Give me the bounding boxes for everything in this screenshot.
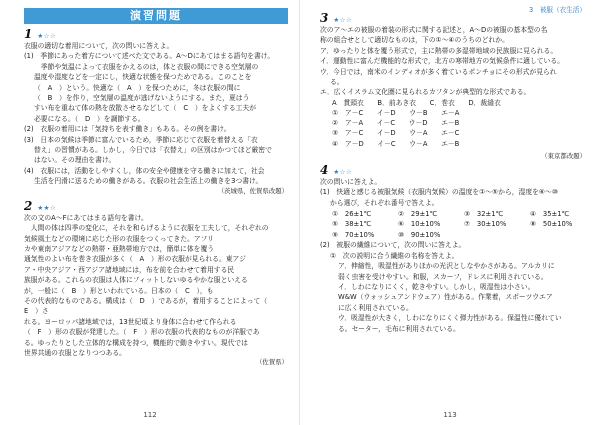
text-line: から選び，それぞれ番号で答えよ。 — [330, 198, 439, 207]
answer-option: ③ ア－C イ－D ウ－A エ－C — [332, 129, 460, 138]
question-number: 2 — [24, 198, 33, 213]
text-line: （ F ）形の衣服が発達した。（ F ）形の衣服の代表的なものが洋服であ — [24, 328, 260, 337]
page-title: 演習問題 — [24, 8, 288, 24]
text-line: れる。ヨーロッパ諸地域では，13世紀頃より身体に合わせて作られる — [24, 317, 237, 326]
question-2-header — [24, 199, 288, 213]
question-number: 3 — [320, 11, 329, 25]
text-line: (1) 快適と感じる被服気候（衣服内気候）の温度を①～⑤から，湿度を⑥～⑩ — [320, 188, 558, 197]
text-line: 必要になる。（ D ）を調節する。 — [34, 114, 145, 123]
text-line: ウ．今日では，南米のインディオが多く着ているポンチョにその形式が見られ — [320, 67, 557, 76]
text-line: (2) 衣服の着用には「気持ちを表す働き」もある。その例を書け。 — [24, 125, 231, 134]
page-number: 113 — [443, 411, 457, 419]
text-line: その代表的なものである。構成は（ D ）であるが，着用することによって（ E ）さ — [24, 296, 274, 316]
question-4-body — [320, 177, 586, 334]
text-line: に広く利用されている。 — [338, 303, 413, 312]
text-line: （ B ）を作り，空気層の温度が逃げないようにする。また，夏はう — [34, 94, 250, 103]
text-line: 弱く虫害を受けやすい。和服，スカーフ，ドレスに利用されている。 — [338, 272, 548, 281]
text-line: ア．伸縮性，吸湿性がありほかの光沢としなやかさがある。アルカリに — [338, 262, 555, 271]
text-line: 次の問いに答えよ。 — [320, 177, 382, 186]
question-3-body — [320, 25, 586, 160]
text-line: W&W（ウォッシュアンドウェア）性がある。作業着，スポーツウエア — [338, 293, 553, 302]
legend-line: A 貫頭衣 B．前あき衣 C．巻衣 D．裁縫衣 — [332, 98, 501, 107]
text-line: ウ．吸湿性が大きく，しわになりにくく弾力性がある。保温性に優れてい — [338, 314, 562, 323]
question-1-body — [24, 41, 288, 196]
difficulty-stars: ★☆☆ — [37, 32, 57, 40]
text-line: 生活を円滑に送るための働きがある。衣服の社会生活上の働きを3つ書け。 — [34, 177, 263, 186]
right-page — [300, 0, 600, 425]
text-line: 世界共通の衣服となりつつある。 — [24, 348, 126, 357]
source-citation: （茨城県，佐賀県改題） — [217, 186, 288, 195]
difficulty-stars: ★☆☆ — [333, 16, 353, 24]
text-line: カや東南アジアなどの熱帯・亜熱帯地方では，簡単に体を覆う — [24, 244, 215, 253]
choice-item: ⑤ 38±1℃ — [332, 220, 372, 229]
answer-option: ④ ア－D イ－C ウ－A エ－B — [332, 139, 460, 148]
choice-item: ⑧ 50±10% — [530, 220, 573, 229]
answer-options — [320, 108, 586, 149]
choice-item: ① 26±1℃ — [332, 210, 372, 219]
question-number: 1 — [24, 27, 33, 41]
temperature-humidity-options — [320, 209, 586, 240]
question-number: 4 — [320, 162, 329, 177]
text-line: 次の文のA～Fにあてはまる語句を書け。 — [24, 213, 148, 222]
text-line: エ．広くイスラム文化圏に見られるカフタンが典型的な形式である。 — [320, 88, 531, 97]
text-line: (1) 季節にあった着方について述べた文である。A～Dにあてはまる語句を書け。 — [24, 52, 275, 61]
choice-item: ⑦ 30±10% — [464, 220, 507, 229]
text-line: が，一般に（ B ）形といわれている。日本の（ C ），も — [24, 286, 214, 295]
difficulty-stars: ★★☆ — [37, 203, 57, 212]
text-line: 温度や湿度などを一定にし，快適な状態を保つためである。このことを — [34, 73, 252, 82]
choice-item: ⑨ 70±10% — [332, 230, 375, 239]
text-line: (3) 日本の気候は季節に富んでいるため，季節に応じて衣服を着替える「衣 — [24, 135, 258, 144]
source-citation: （東京都改題） — [541, 151, 586, 160]
answer-legend — [320, 98, 586, 108]
source-citation: （佐賀県） — [256, 358, 288, 367]
text-line: イ．運動性に富んだ機能的な形式で，北方の寒帯地方の気候条件に適している。 — [320, 57, 564, 66]
text-line: ア．ゆったりと体を覆う形式で，主に熱帯の多湿帯地域の民族服に見られる。 — [320, 46, 558, 55]
text-line: る。 — [330, 78, 344, 87]
text-line: 替え」の習慣がある。しかし，今日では「衣替え」の区別はかつてほど厳密で — [34, 146, 272, 155]
text-line: （ A ）という。快適な（ A ）を保つために，冬は衣服の間に — [34, 83, 241, 92]
choice-item: ② 29±1℃ — [398, 210, 438, 219]
answer-option: ① ア－C イ－D ウ－B エ－A — [332, 109, 460, 118]
text-line: イ．しわになりにくく，乾きやすい。しかし，吸湿性は小さい。 — [338, 282, 535, 291]
choice-item: ⑩ 90±10% — [398, 230, 441, 239]
text-line: る。セーター，毛布に利用されている。 — [338, 324, 460, 333]
choice-item: ④ 35±1℃ — [530, 210, 570, 219]
choice-item: ③ 32±1℃ — [464, 210, 504, 219]
running-head: 3 被服（衣生活） — [529, 6, 586, 14]
text-line: ア・中央アジア・西アジア諸地域には，布を前を合わせて着用する民 — [24, 265, 235, 274]
question-2-body — [24, 213, 288, 368]
difficulty-stars: ★☆☆ — [333, 167, 353, 176]
text-line: 通気性のよい布を巻き衣服が多く（ A ）形の衣服が見られる。東アジ — [24, 255, 246, 264]
text-line: 季節や気温によって衣服をかえるのは，体と衣服の間にできる空気層の — [34, 62, 259, 71]
text-line: 族服がある。これらの衣服は人体にフィットしないゆるやかな服といえる — [24, 276, 248, 285]
text-line: 次のア～エの被服の着装の形式に関する記述と，A～Dの被服の基本型の名 — [320, 26, 548, 34]
text-line: 気候風土などの環境に応じた形の衣服をつくってきた。アフリ — [24, 234, 214, 243]
text-line: る。ゆったりとした立体的な構成を持つ，機能的で動きやすい。現代では — [24, 338, 248, 347]
question-4-header — [320, 163, 586, 177]
text-line: (4) 衣服には，活動をしやすくし，体の安全や健康を守る働きに加えて，社会 — [24, 166, 265, 175]
text-line: (2) 被服の繊維について，次の問いに答えよ。 — [320, 241, 466, 250]
text-line: すい布を重ねて体の熱を放散させるなどして（ C ）をよくする工夫が — [34, 104, 257, 113]
answer-option: ② ア－A イ－C ウ－D エ－B — [332, 119, 460, 128]
text-line: 人間の体は四季の変化に，それを和らげるように衣服を工夫して，それぞれの — [24, 224, 269, 233]
text-line: はない。その理由を書け。 — [34, 156, 116, 165]
text-line: 衣服の適切な着用について，次の問いに答えよ。 — [24, 42, 174, 50]
text-line: 称の組合せとして適切なものは，下の①～④のうちのどれか。 — [320, 36, 509, 45]
choice-item: ⑥ 10±10% — [398, 220, 441, 229]
question-1-header — [24, 27, 288, 41]
text-line: ① 次の説明に合う繊維の名称を答えよ。 — [330, 251, 459, 260]
page-number: 112 — [143, 411, 157, 419]
